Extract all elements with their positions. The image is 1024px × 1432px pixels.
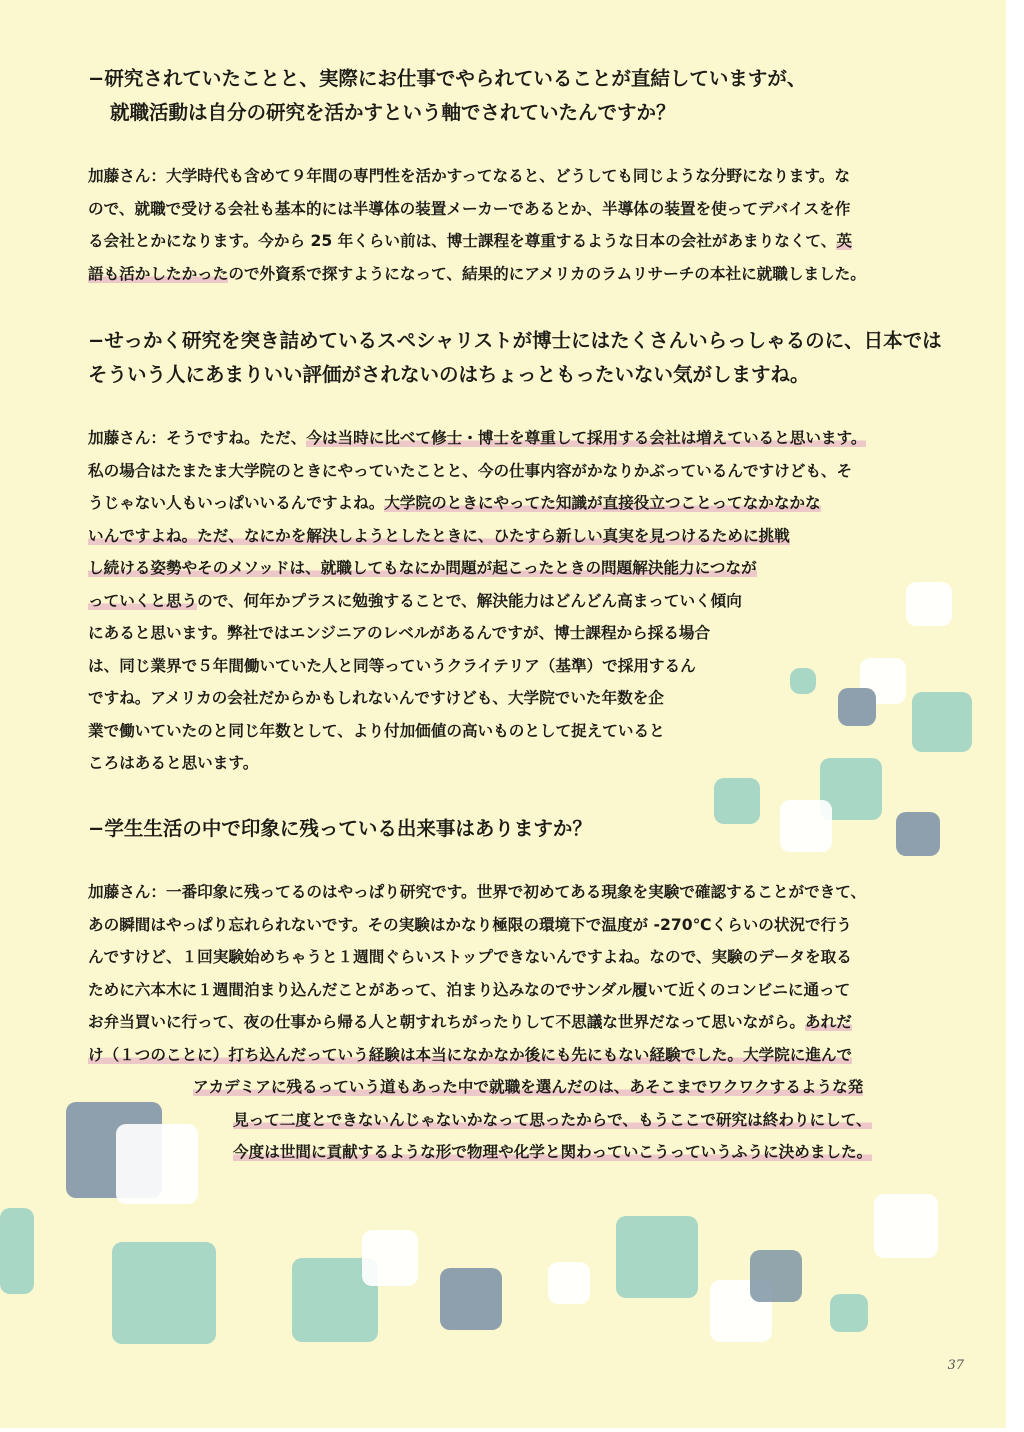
question-1-line-2: 就職活動は自分の研究を活かすという軸でされていたんですか？ [110,101,676,124]
answer-line: お弁当買いに行って、夜の仕事から帰る人と朝すれちがったりして不思議な世界だなって思いながら。あれだ [88,1013,852,1031]
deco-square [874,1194,938,1258]
answer-line: ですね。アメリカの会社だからかもしれないんですけども、大学院でいた年数を企 [88,689,664,707]
answer-line: うじゃない人もいっぱいいるんですよね。大学院のときにやってた知識が直接役立つことってなかなかな [88,494,821,512]
deco-square [750,1250,802,1302]
highlight: あれだ [805,1013,852,1031]
answer-line [88,1039,872,1072]
highlight: いんですよね。ただ、なにかを解決しようとしたときに、ひたすら新しい真実を見つけるために挑戦 [88,526,790,545]
deco-square [362,1230,418,1286]
question-2 [88,324,948,392]
answer-line: ころはあると思います。 [88,754,259,772]
answer-line: 私の場合はたまたま大学院のときにやっていたことと、今の仕事内容がかなりかぶっているんですけども、そ [88,461,853,480]
answer-line: ので、就職で受ける会社も基本的には半導体の装置メーカーであるとか、半導体の装置を使ってデバイスを作 [88,199,851,218]
answer-line: にあると思います。弊社ではエンジニアのレベルがあるんですが、博士課程から採る場合 [88,624,711,642]
deco-square [906,582,952,626]
question-3 [88,812,948,846]
answer-line [88,552,866,585]
answer-line: 語も活かしたかったので外資系で探すようになって、結果的にアメリカのラムリサーチの本社に就職しました。 [88,264,866,283]
answer-line: 加藤さん：大学時代も含めて９年間の専門性を活かすってなると、どうしても同じような分野になります。な [88,167,850,185]
highlight: 今は当時に比べて修士・博士を尊重して採用する会社は増えていると思います。 [306,429,867,447]
answer-line: んですけど、１回実験始めちゃうと１週間ぐらいストップできないんですよね。なので、実験のデータを取る [88,948,852,966]
answer-line [88,520,866,553]
deco-square [830,1294,868,1332]
highlight: 大学院のときにやってた知識が直接役立つことってなかなかな [384,494,821,512]
deco-square [0,1208,34,1294]
answer-line: 加藤さん：一番印象に残ってるのはやっぱり研究です。世界で初めてある現象を実験で確認することができて、 [88,883,867,901]
highlight: アカデミアに残るっていう道もあった中で就職を選んだのは、あそこまでワクワクするような発 [193,1078,864,1096]
page-number: 37 [947,1358,964,1373]
answer-line: ために六本木に１週間泊まり込んだことがあって、泊まり込みなのでサンダル履いて近くのコンビニに通って [88,980,851,999]
answer-line [88,1104,872,1137]
deco-square [112,1242,216,1344]
answer-line: 業で働いていたのと同じ年数として、より付加価値の高いものとして捉えていると [88,721,665,740]
question-1 [88,62,948,130]
answer-line [88,1136,872,1169]
highlight: 英 [836,232,852,250]
answer-line: は、同じ業界で５年間働いていた人と同等っていうクライテリア（基準）で採用するん [88,656,696,675]
answer-line [88,1071,872,1104]
answer-line: っていくと思うので、何年かプラスに勉強することで、解決能力はどんどん高まっていく傾向 [88,591,742,610]
answer-line: る会社とかになります。今から 25 年くらい前は、博士課程を尊重するような日本の会社があまりなくて、英 [88,232,852,250]
answer-1 [88,160,866,290]
highlight: 語も活かしたかった [88,264,229,283]
highlight: け（１つのことに）打ち込んだっていう経験は本当になかなか後にも先にもない経験でした。大学院に進んで [88,1045,853,1064]
highlight: し続ける姿勢やそのメソッドは、就職してもなにか問題が起こったときの問題解決能力につなが [88,559,757,577]
answer-line: 加藤さん：そうですね。ただ、今は当時に比べて修士・博士を尊重して採用する会社は増えていると思います。 [88,429,867,447]
highlight: 見って二度とできないんじゃないかなって思ったからで、もうここで研究は終わりにして、 [233,1110,872,1129]
question-3-line-1: −学生生活の中で印象に残っている出来事はありますか？ [88,817,592,840]
question-2-line-2: そういう人にあまりいい評価がされないのはちょっともったいない気がしますね。 [88,363,810,386]
highlight: っていくと思う [88,591,198,610]
deco-square [440,1268,502,1330]
highlight: 今度は世間に貢献するような形で物理や化学と関わっていこうっていうふうに決めました。 [233,1143,873,1161]
answer-line: あの瞬間はやっぱり忘れられないです。その実験はかなり極限の環境下で温度が -270℃くらいの状況で行う [88,915,852,934]
answer-2 [88,422,866,780]
deco-square [616,1216,698,1298]
answer-3 [88,876,872,1169]
deco-square [548,1262,590,1304]
question-2-line-1: −せっかく研究を突き詰めているスペシャリストが博士にはたくさんいらっしゃるのに、日本では [88,329,942,352]
deco-square [912,692,972,752]
question-1-line-1: −研究されていたことと、実際にお仕事でやられていることが直結していますが、 [88,67,807,90]
